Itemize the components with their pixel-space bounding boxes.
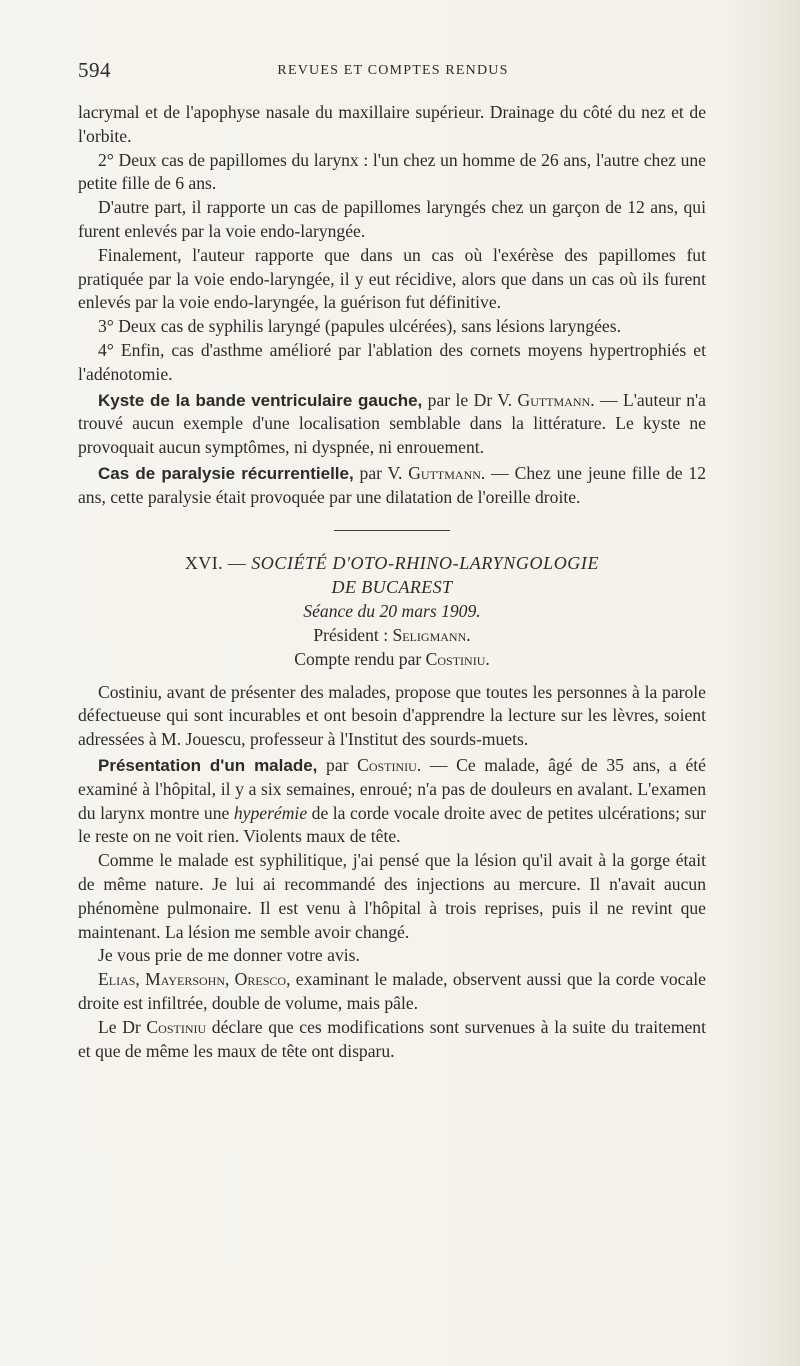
article-body bbox=[78, 101, 706, 1063]
paragraph-comme: Comme le malade est syphilitique, j'ai pensé que la lésion qu'il avait à la gorge était de même nature. Je lui ai recommandé des injections au mercure. Il n'avait aucun phénomène pulmonaire. Il est venu à l'hôpital à trois reprises, puis il ne revint que maintenant. La lésion me semble avoir changé. bbox=[78, 850, 706, 942]
page-header bbox=[78, 58, 708, 90]
discussion-names: Elias, Mayersohn, Oresco bbox=[98, 969, 287, 990]
section-kyste bbox=[78, 389, 706, 460]
report-label: Compte rendu par bbox=[294, 648, 426, 669]
conclusion-prefix: Le Dr bbox=[98, 1016, 147, 1037]
paragraph-papillomes-larynx: 2° Deux cas de papillomes du larynx : l'un chez un homme de 26 ans, l'autre chez une petite fille de 6 ans. bbox=[78, 149, 706, 194]
conclusion-name: Costiniu bbox=[146, 1016, 207, 1037]
presentation-text-after: de la corde vocale droite avec de petites ulcérations; sur le reste on ne voit rien. Violents maux de tête. bbox=[78, 802, 706, 847]
paragraph-finalement: Finalement, l'auteur rapporte que dans un cas où l'exérèse des papillomes fut pratiquée par la voie endo-laryngée, il y eut récidive, alors que dans un cas où ils furent enlevés par la voie endo-laryngée, la guérison fut définitive. bbox=[78, 244, 706, 313]
report-end: . bbox=[485, 648, 490, 669]
paragraph-costiniu-intro: Costiniu, avant de présenter des malades, propose que toutes les personnes à la parole défectueuse qui sont incurables et ont besoin d'apprendre la lecture sur les lèvres, soient adressées à M. Jouescu, professeur à l'Institut des sourds-muets. bbox=[78, 681, 706, 750]
paralysie-author: Guttmann bbox=[408, 462, 481, 483]
section-heading-kyste: Kyste de la bande ventriculaire gauche, bbox=[98, 390, 423, 410]
paragraph-syphilis: 3° Deux cas de syphilis laryngé (papules ulcérées), sans lésions laryngées. bbox=[98, 316, 621, 337]
president-label: Président : bbox=[313, 624, 393, 645]
section-presentation bbox=[78, 754, 706, 849]
society-name-line2: DE BUCAREST bbox=[331, 576, 453, 597]
page-number: 594 bbox=[78, 58, 111, 82]
section-divider bbox=[334, 530, 450, 531]
session-date: Séance du 20 mars 1909. bbox=[303, 600, 481, 621]
report-line bbox=[78, 647, 706, 671]
paragraph-asthme: 4° Enfin, cas d'asthme amélioré par l'ablation des cornets moyens hypertrophiés et l'adénotomie. bbox=[78, 339, 706, 384]
kyste-text: . — L'auteur n'a trouvé aucun exemple d'une localisation semblable dans la littérature. Le kyste ne provoquait aucun symptômes, ni dyspnée, ni enrouement. bbox=[78, 389, 706, 458]
society-number: XVI. — bbox=[184, 552, 252, 573]
paragraph-conclusion bbox=[78, 1016, 706, 1064]
presentation-text-before: . — Ce malade, âgé de 35 ans, a été examiné à l'hôpital, il y a six semaines, enroué; n'a pas de douleurs en avalant. L'examen du larynx montre une bbox=[78, 754, 706, 823]
conclusion-text: déclare que ces modifications sont survenues à la suite du traitement et que de même les maux de tête ont disparu. bbox=[78, 1016, 706, 1061]
kyste-author: Guttmann bbox=[517, 389, 591, 410]
paragraph-avis: Je vous prie de me donner votre avis. bbox=[98, 945, 360, 966]
paragraph-discussion bbox=[78, 968, 706, 1016]
presentation-italic-word: hyperémie bbox=[233, 802, 308, 823]
discussion-text: , examinant le malade, observent aussi que la corde vocale droite est infiltrée, double de volume, mais pâle. bbox=[78, 969, 706, 1013]
paragraph-papillomes-garcon: D'autre part, il rapporte un cas de papillomes laryngés chez un garçon de 12 ans, qui furent enlevés par la voie endo-laryngée. bbox=[78, 197, 706, 241]
kyste-by: par le Dr V. bbox=[422, 389, 518, 410]
president-line bbox=[78, 623, 706, 647]
paralysie-text: . — Chez une jeune fille de 12 ans, cette paralysie était provoquée par une dilatation de l'oreille droite. bbox=[78, 462, 706, 507]
society-name-line1: SOCIÉTÉ D'OTO-RHINO-LARYNGOLOGIE bbox=[251, 552, 600, 573]
president-end: . bbox=[466, 624, 471, 645]
section-heading-paralysie: Cas de paralysie récurrentielle, bbox=[98, 463, 354, 483]
society-title bbox=[78, 551, 706, 575]
report-name: Costiniu bbox=[425, 648, 486, 669]
running-title: REVUES ET COMPTES RENDUS bbox=[277, 63, 509, 78]
presentation-author: Costiniu bbox=[357, 754, 417, 775]
president-name: Seligmann bbox=[392, 624, 467, 645]
paragraph-lacrymal: lacrymal et de l'apophyse nasale du maxillaire supérieur. Drainage du côté du nez et de l'orbite. bbox=[78, 102, 706, 146]
spacer bbox=[78, 671, 706, 681]
presentation-by: par bbox=[317, 754, 358, 775]
section-heading-presentation: Présentation d'un malade, bbox=[98, 755, 318, 775]
paralysie-by: par V. bbox=[353, 462, 409, 483]
section-paralysie bbox=[78, 462, 706, 510]
